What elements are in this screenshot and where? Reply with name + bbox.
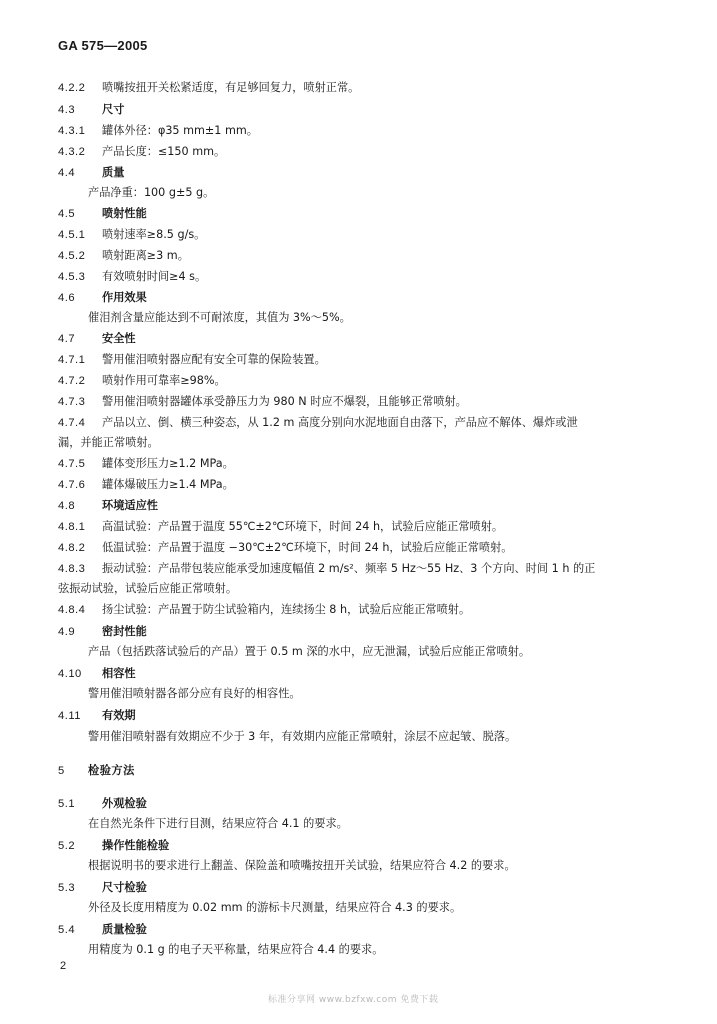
- clause-line: [58, 226, 205, 244]
- clause-text: 警用催泪喷射器应配有安全可靠的保险装置。: [102, 353, 326, 366]
- clause-line: [58, 414, 578, 432]
- clause-line: [58, 122, 258, 140]
- clause-number: 4.7: [58, 333, 76, 345]
- clause-text: 罐体外径：φ35 mm±1 mm。: [102, 124, 258, 137]
- clause-text: 喷射距离≥3 m。: [102, 249, 189, 262]
- body-paragraph: 警用催泪喷射器有效期应不少于 3 年，有效期内应能正常喷射，涂层不应起皱、脱落。: [88, 730, 517, 743]
- heading-text: 密封性能: [102, 625, 147, 638]
- clause-number: 4.9: [58, 626, 76, 638]
- clause-line: [58, 393, 467, 411]
- body-paragraph: 在自然光条件下进行目测，结果应符合 4.1 的要求。: [88, 817, 348, 830]
- section-heading: [58, 497, 158, 515]
- clause-line: [58, 518, 503, 536]
- clause-number: 4.7.2: [58, 375, 86, 387]
- continuation-line: 漏，并能正常喷射。: [58, 436, 159, 449]
- clause-line: [58, 476, 234, 494]
- section-heading: [58, 879, 147, 897]
- heading-text: 环境适应性: [102, 499, 158, 512]
- body-paragraph: 产品净重：100 g±5 g。: [88, 186, 215, 199]
- clause-line: [58, 560, 595, 578]
- body-paragraph: 外径及长度用精度为 0.02 mm 的游标卡尺测量，结果应符合 4.3 的要求。: [88, 901, 462, 914]
- clause-text: 警用催泪喷射器罐体承受静压力为 980 N 时应不爆裂，且能够正常喷射。: [102, 395, 467, 408]
- clause-line: [58, 539, 512, 557]
- clause-text: 喷嘴按扭开关松紧适度，有足够回复力，喷射正常。: [102, 81, 360, 94]
- body-paragraph: 根据说明书的要求进行上翻盖、保险盖和喷嘴按扭开关试验，结果应符合 4.2 的要求。: [88, 859, 516, 872]
- clause-text: 有效喷射时间≥4 s。: [102, 270, 207, 283]
- section-heading: [58, 623, 147, 641]
- clause-text: 产品以立、倒、横三种姿态，从 1.2 m 高度分别向水泥地面自由落下，产品应不解体、爆炸或泄: [102, 416, 578, 429]
- section-heading: [58, 330, 136, 348]
- clause-number: 4.7.3: [58, 396, 86, 408]
- section-heading: [58, 205, 147, 223]
- body-paragraph: 催泪剂含量应能达到不可耐浓度，其值为 3%～5%。: [88, 311, 351, 324]
- clause-number: 4.7.1: [58, 354, 86, 366]
- heading-text: 外观检验: [102, 797, 147, 810]
- clause-number: 4.8.4: [58, 604, 86, 616]
- clause-number: 4.11: [58, 710, 81, 722]
- heading-text: 操作性能检验: [102, 839, 170, 852]
- section-heading: [58, 289, 147, 307]
- clause-line: [58, 351, 326, 369]
- heading-text: 质量检验: [102, 923, 147, 936]
- section-heading: [58, 164, 124, 182]
- section-heading: [58, 921, 147, 939]
- clause-number: 5.4: [58, 924, 76, 936]
- clause-number: 4.8.3: [58, 563, 86, 575]
- heading-text: 相容性: [102, 667, 136, 680]
- heading-text: 检验方法: [88, 764, 135, 777]
- chapter-heading: [58, 762, 135, 780]
- clause-number: 4.5.1: [58, 229, 86, 241]
- clause-number: 4.8.1: [58, 521, 86, 533]
- clause-number: 4.7.4: [58, 417, 86, 429]
- clause-text: 振动试验：产品带包装应能承受加速度幅值 2 m/s²、频率 5 Hz～55 Hz、3 个方向、时间 1 h 的正: [102, 562, 596, 575]
- clause-number: 5.1: [58, 798, 76, 810]
- watermark: 标准分享网 www.bzfxw.com 免费下载: [268, 995, 439, 1005]
- clause-line: [58, 372, 226, 390]
- clause-text: 低温试验：产品置于温度 −30℃±2℃环境下，时间 24 h，试验后应能正常喷射。: [102, 541, 513, 554]
- page-number: 2: [60, 960, 67, 972]
- clause-text: 喷射速率≥8.5 g/s。: [102, 228, 206, 241]
- clause-text: 罐体变形压力≥1.2 MPa。: [102, 457, 234, 470]
- section-heading: [58, 707, 136, 725]
- body-paragraph: 用精度为 0.1 g 的电子天平称量，结果应符合 4.4 的要求。: [88, 943, 384, 956]
- clause-text: 扬尘试验：产品置于防尘试验箱内，连续扬尘 8 h，试验后应能正常喷射。: [102, 603, 471, 616]
- clause-text: 喷射作用可靠率≥98%。: [102, 374, 226, 387]
- body-paragraph: 产品（包括跌落试验后的产品）置于 0.5 m 深的水中，应无泄漏，试验后应能正常喷射。: [88, 645, 531, 658]
- section-heading: [58, 665, 136, 683]
- clause-text: 罐体爆破压力≥1.4 MPa。: [102, 478, 234, 491]
- heading-text: 尺寸检验: [102, 881, 147, 894]
- clause-number: 5.2: [58, 840, 76, 852]
- clause-number: 4.7.5: [58, 458, 86, 470]
- clause-number: 4.4: [58, 167, 76, 179]
- clause-line: [58, 79, 359, 97]
- heading-text: 质量: [102, 166, 125, 179]
- clause-text: 高温试验：产品置于温度 55℃±2℃环境下，时间 24 h，试验后应能正常喷射。: [102, 520, 504, 533]
- body-paragraph: 警用催泪喷射器各部分应有良好的相容性。: [88, 687, 301, 700]
- clause-text: 产品长度：≤150 mm。: [102, 145, 226, 158]
- heading-text: 安全性: [102, 332, 136, 345]
- clause-number: 4.5.3: [58, 271, 86, 283]
- clause-number: 4.3: [58, 104, 76, 116]
- section-heading: [58, 101, 124, 119]
- clause-line: [58, 143, 225, 161]
- clause-number: 4.5.2: [58, 250, 86, 262]
- clause-number: 4.3.2: [58, 146, 86, 158]
- clause-line: [58, 601, 470, 619]
- clause-number: 4.10: [58, 668, 82, 680]
- clause-number: 4.6: [58, 292, 76, 304]
- clause-number: 4.2.2: [58, 82, 86, 94]
- clause-line: [58, 455, 234, 473]
- clause-number: 4.5: [58, 208, 76, 220]
- continuation-line: 弦振动试验，试验后应能正常喷射。: [58, 582, 238, 595]
- clause-number: 4.8.2: [58, 542, 86, 554]
- clause-number: 4.8: [58, 500, 76, 512]
- heading-text: 尺寸: [102, 103, 125, 116]
- clause-line: [58, 247, 189, 265]
- section-heading: [58, 795, 147, 813]
- standard-header: GA 575—2005: [58, 38, 148, 53]
- section-heading: [58, 837, 169, 855]
- clause-number: 5.3: [58, 882, 76, 894]
- heading-text: 喷射性能: [102, 207, 147, 220]
- heading-text: 有效期: [102, 709, 136, 722]
- clause-number: 4.7.6: [58, 479, 86, 491]
- chapter-number: 5: [58, 765, 65, 777]
- clause-number: 4.3.1: [58, 125, 86, 137]
- clause-line: [58, 268, 206, 286]
- heading-text: 作用效果: [102, 291, 147, 304]
